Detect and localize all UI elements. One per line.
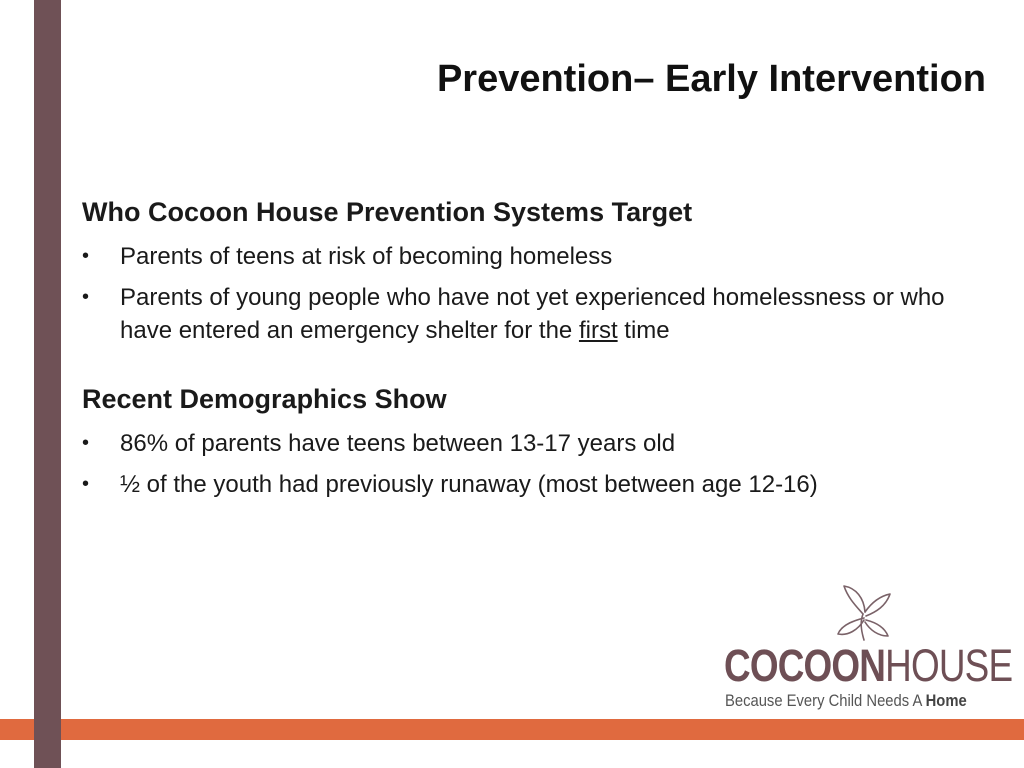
logo-wordmark: [724, 642, 1012, 690]
list-item-text-end: time: [617, 317, 670, 344]
cocoon-house-logo: [722, 580, 1013, 714]
section-target: [82, 192, 997, 347]
logo-word-house: HOUSE: [885, 640, 1013, 691]
list-item: [82, 468, 997, 501]
bottom-accent-band: [0, 719, 1024, 740]
section-demographics-heading: Recent Demographics Show: [82, 384, 447, 414]
list-item-text: 86% of parents have teens between 13-17 years old: [120, 430, 676, 457]
logo-tagline: [725, 691, 967, 711]
butterfly-icon: [834, 580, 896, 642]
section-demographics: [82, 379, 997, 501]
left-accent-bar: [34, 0, 61, 768]
section-demographics-list: [82, 427, 997, 501]
list-item: [82, 281, 997, 347]
list-item: [82, 427, 997, 460]
bullet-icon: •: [82, 473, 90, 495]
bullet-icon: •: [82, 286, 90, 308]
list-item-text: Parents of young people who have not yet experienced homelessness or who have entered an emergency shelter for the: [120, 284, 945, 344]
bullet-icon: •: [82, 245, 90, 267]
logo-tagline-home: Home: [925, 691, 967, 710]
section-target-list: [82, 240, 997, 347]
underlined-word: first: [578, 317, 618, 344]
slide-title: Prevention– Early Intervention: [436, 58, 986, 100]
list-item: [82, 240, 997, 273]
list-item-text: Parents of teens at risk of becoming homeless: [120, 243, 613, 270]
slide-content: [82, 192, 997, 501]
logo-tagline-text: Because Every Child Needs A: [725, 691, 926, 710]
logo-word-cocoon: COCOON: [724, 640, 886, 691]
left-accent-bar-bottom: [34, 719, 61, 768]
list-item-text: ½ of the youth had previously runaway (most between age 12-16): [120, 471, 818, 498]
bullet-icon: •: [82, 432, 90, 454]
section-target-heading: Who Cocoon House Prevention Systems Target: [82, 197, 693, 227]
